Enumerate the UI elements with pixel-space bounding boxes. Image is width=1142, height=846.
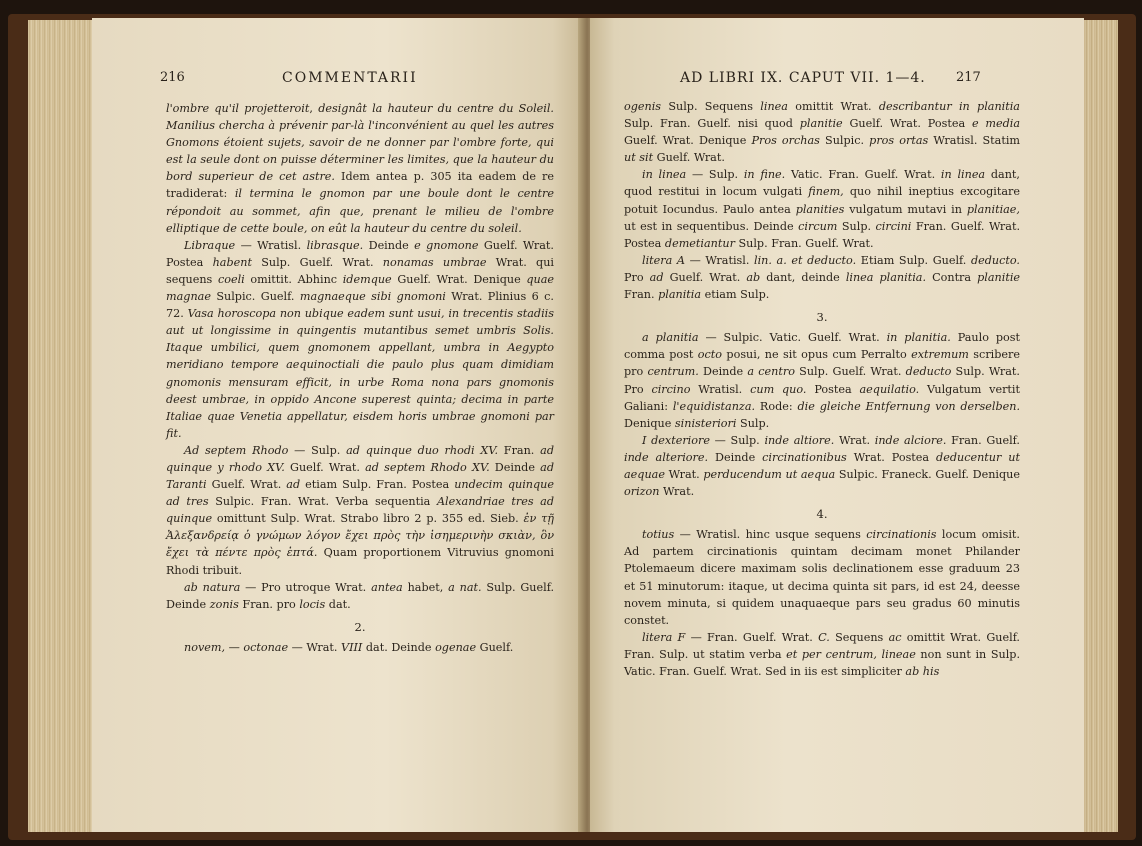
text-run: Sulp. xyxy=(736,416,770,430)
text-run: omittit Wrat. Guelf. Fran. Sulp. ut statim verba xyxy=(624,630,1020,661)
italic-text: ab natura xyxy=(184,580,241,594)
text-run: Wrat. xyxy=(659,485,695,499)
text-run: Fran. xyxy=(624,288,659,302)
text-run: — Sulp. xyxy=(686,168,744,182)
italic-text: linea xyxy=(760,100,788,113)
text-run: dat. Deinde xyxy=(362,640,436,654)
italic-text: inde alteriore. xyxy=(624,450,709,464)
italic-text: circini xyxy=(875,219,912,233)
text-run: Sulp. Guelf. Deinde xyxy=(166,580,555,611)
italic-text: in planitia. xyxy=(886,331,951,345)
italic-text: nonamas umbrae xyxy=(382,255,487,269)
italic-text: Manilius chercha à prévenir par-là l'inconvénient au quel les autres Gnomons étoient sujets, savoir de ne donner par l'ombre forte, qui est la seule dont on puisse déterminer les limites, que la hauteur du bord superieur de cet astre. xyxy=(166,119,554,184)
italic-text: inde alciore. xyxy=(874,433,947,447)
paragraph xyxy=(624,526,1020,629)
italic-text: cum quo. xyxy=(750,382,807,396)
italic-text: ἐν τῇ Ἀλεξανδρείᾳ ὁ γνώμων λόγον ἔχει πρὸς τὴν ἰσημερινὴν σκιὰν, ὃν ἔχει τὰ πέντε πρὸς ἑπτά. xyxy=(166,512,554,560)
section-number: 4. xyxy=(816,507,828,522)
italic-text: locis xyxy=(299,597,326,611)
italic-text: finem, xyxy=(808,185,844,199)
text-run: Idem antea p. 305 ita eadem de re tradiderat: xyxy=(166,170,554,201)
italic-text: l'equidistanza. xyxy=(672,399,756,413)
text-run: Postea xyxy=(806,382,860,396)
italic-text: Vasa horoscopa non ubique eadem sunt usui, in trecentis stadiis aut ut longissime in quingentis mutantibus semet umbris Solis. Itaque umbilici, quem gnomonem appellant, umbra in Aegypto meridiano tempore aequinoctiali die paulo plus quam dimidiam gnomonis mensuram efficit, in urbe Roma nona pars gnomonis deest umbrae, in oppido Ancone superest quinta; decima in parte Italiae quae Venetia appellatur, eisdem horis umbrae gnomoni par fit. xyxy=(166,307,554,440)
italic-text: novem, — octonae xyxy=(184,640,289,654)
italic-text: deducto. xyxy=(970,253,1020,267)
text-run: omittunt Sulp. Wrat. Strabo libro 2 p. 355 ed. Sieb. xyxy=(212,512,524,526)
text-run: Paulo post comma post xyxy=(624,331,1020,362)
section-number: 3. xyxy=(816,310,828,325)
left-page xyxy=(92,18,582,832)
text-run: Rode: xyxy=(755,399,798,413)
left-page-header xyxy=(92,68,582,94)
text-run: Contra xyxy=(926,270,978,284)
text-run: Wrat. qui sequens xyxy=(166,255,554,286)
text-run: Guelf. xyxy=(476,640,514,654)
section-number: 2. xyxy=(354,619,366,634)
italic-text: aequilatio. xyxy=(859,382,920,396)
text-run: — Wrat. xyxy=(288,640,341,654)
text-run: habet, xyxy=(402,580,449,594)
text-run: Sulpic. xyxy=(819,134,870,148)
italic-text: Ad septem Rhodo xyxy=(184,443,289,457)
text-run: Wratisl. Statim xyxy=(928,134,1021,148)
text-run: vulgatum mutavi in xyxy=(844,202,967,216)
paragraph xyxy=(624,329,1020,432)
text-run: Deinde xyxy=(698,365,748,379)
italic-text: quae magnae xyxy=(166,272,555,304)
italic-text: ac xyxy=(888,630,902,644)
italic-text: pros ortas xyxy=(869,134,929,148)
page-edges-right xyxy=(1080,20,1118,832)
text-run: Sulpic. Guelf. xyxy=(210,290,300,304)
italic-text: octo xyxy=(697,348,723,362)
paragraph xyxy=(624,98,1020,166)
text-run: — Sulp. xyxy=(288,443,347,457)
italic-text: deducto xyxy=(905,365,952,379)
italic-text: C. xyxy=(818,630,830,644)
text-run: Guelf. Wrat. Postea xyxy=(166,238,554,269)
italic-text: planitie xyxy=(977,270,1021,284)
text-run: Denique xyxy=(624,416,675,430)
running-head: COMMENTARII xyxy=(282,70,418,86)
text-run: Sulp. Fran. Guelf. Wrat. xyxy=(734,236,874,250)
text-run: Sulp. xyxy=(837,219,876,233)
italic-text: e gnomone xyxy=(414,238,479,252)
italic-text: inde altiore. xyxy=(764,433,835,447)
page-edges-left xyxy=(28,20,100,832)
italic-text: undecim quinque ad tres xyxy=(166,478,554,509)
text-run: dant, deinde xyxy=(760,270,846,284)
text-run: quo nihil ineptius excogitare potuit Iocundus. Paulo antea xyxy=(624,185,1020,216)
text-run: Sulpic. Franeck. Guelf. Denique xyxy=(835,467,1020,481)
page-number: 217 xyxy=(956,70,981,85)
italic-text: l'ombre qu'il projetteroit xyxy=(166,102,310,115)
text-run: Sulp. Sequens xyxy=(661,100,761,113)
text-run: locum omisit. Ad partem circinationis quintam decimam monet Philander Ptolemaeum dicere maximam solis declinationem esse graduum 23 et 51 minutorum: itaque, ut decima quinta sit pars, id est 24, deesse novem minuta, si quidem unaquaeque pars seu gradus 60 minutis constet. xyxy=(624,528,1020,627)
italic-text: Libraque xyxy=(184,238,236,252)
text-run: Sulpic. Fran. Wrat. Verba sequentia xyxy=(208,495,437,509)
italic-text: Pros orchas xyxy=(751,134,820,148)
text-run: Guelf. Wrat. xyxy=(663,270,747,284)
italic-text: ad xyxy=(649,270,664,284)
italic-text: circinationibus xyxy=(762,450,847,464)
italic-text: planities xyxy=(795,202,845,216)
italic-text: il termina le gnomon par une boule dont le centre répondoit au sommet, afin que, prenant le milieu de l'ombre elliptique de cette boule, on eût la hauteur du centre du soleil. xyxy=(166,187,555,235)
text-run: Guelf. Wrat. xyxy=(284,460,366,474)
italic-text: zonis xyxy=(209,597,239,611)
italic-text: ad septem Rhodo XV. xyxy=(365,460,490,474)
paragraph xyxy=(166,100,554,237)
paragraph xyxy=(166,442,554,579)
text-run: Guelf. Wrat. Postea xyxy=(842,117,972,131)
text-run: — Fran. Guelf. Wrat. xyxy=(685,630,819,644)
italic-text: magnaeque sibi gnomoni xyxy=(299,290,446,304)
italic-text: in linea xyxy=(940,168,986,182)
text-run: Sequens xyxy=(829,630,889,644)
italic-text: extremum xyxy=(911,348,969,362)
text-run: omittit. Abhinc xyxy=(244,272,343,286)
italic-text: totius xyxy=(642,528,675,542)
text-run: Etiam Sulp. Guelf. xyxy=(856,253,971,267)
italic-text: I dexteriore xyxy=(642,433,710,447)
text-run: Sulp. Fran. Guelf. nisi quod xyxy=(624,117,800,131)
text-run: Fran. xyxy=(498,443,541,457)
italic-text: ab his xyxy=(905,665,940,678)
text-run: — Wratisl. xyxy=(235,238,307,252)
text-run: Guelf. Wrat. xyxy=(653,151,725,165)
italic-text: ogenis xyxy=(624,100,662,113)
italic-text: deducentur ut aequae xyxy=(624,450,1020,481)
text-run: etiam Sulp. Fran. Postea xyxy=(300,478,455,492)
italic-text: describantur in planitia xyxy=(878,100,1020,113)
text-run: , xyxy=(309,102,319,115)
italic-text: demetiantur xyxy=(664,236,735,250)
italic-text: a nat. xyxy=(448,580,482,594)
text-run: Sulp. Guelf. Wrat. xyxy=(251,255,383,269)
paragraph xyxy=(624,166,1020,251)
text-run: ut est in sequentibus. Deinde xyxy=(624,219,799,233)
italic-text: ad Taranti xyxy=(166,460,554,492)
italic-text: in fine. xyxy=(743,168,786,182)
text-run: Sulp. Wrat. Pro xyxy=(624,365,1020,396)
italic-text: perducendum ut aequa xyxy=(703,467,836,481)
paragraph xyxy=(624,252,1020,303)
text-run: Fran. pro xyxy=(238,597,300,611)
text-run: Guelf. Wrat. xyxy=(206,478,287,492)
text-run: — Sulp. xyxy=(709,433,765,447)
italic-text: a centro xyxy=(747,365,795,379)
italic-text: librasque. xyxy=(306,238,364,252)
italic-text: orizon xyxy=(624,485,660,499)
page-number: 216 xyxy=(160,70,185,85)
text-run: dat. xyxy=(325,597,351,611)
italic-text: lin. a. et deducto. xyxy=(754,253,857,267)
text-run: omittit Wrat. xyxy=(787,100,879,113)
italic-text: litera F xyxy=(642,630,686,644)
italic-text: ut sit xyxy=(624,151,654,165)
italic-text: a planitia xyxy=(642,331,699,345)
text-run: Vatic. Fran. Guelf. Wrat. xyxy=(785,168,941,182)
italic-text: circinationis xyxy=(866,528,937,542)
paragraph xyxy=(166,639,554,656)
italic-text: habent xyxy=(212,255,252,269)
text-run: posui, ne sit opus cum Perralto xyxy=(722,348,912,362)
text-run: Wrat. xyxy=(834,433,875,447)
text-run: Wrat. xyxy=(664,467,704,481)
paragraph xyxy=(166,237,554,442)
right-page-header xyxy=(590,68,1084,94)
text-run: Wrat. Plinius 6 c. 72. xyxy=(166,290,554,321)
text-run: etiam Sulp. xyxy=(701,288,770,302)
italic-text: circino xyxy=(651,382,691,396)
text-run: Vulgatum vertit Galiani: xyxy=(624,382,1021,413)
italic-text: planitia xyxy=(658,288,702,302)
right-page xyxy=(590,18,1084,832)
italic-text: e media xyxy=(971,117,1021,131)
running-head: AD LIBRI IX. CAPUT VII. 1—4. xyxy=(680,70,926,86)
italic-text: planitie xyxy=(799,117,843,131)
text-run: — Wratisl. hinc usque sequens xyxy=(674,528,867,542)
italic-text: ad quinque duo rhodi XV. xyxy=(346,443,499,457)
text-run: Sulp. Guelf. Wrat. xyxy=(794,365,906,379)
paragraph xyxy=(624,432,1020,500)
text-run: Guelf. Wrat. Denique xyxy=(624,134,752,148)
text-run: Deinde xyxy=(363,238,415,252)
italic-text: in linea xyxy=(642,168,687,182)
italic-text: ad quinque y rhodo XV. xyxy=(166,443,554,474)
italic-text: sinisteriori xyxy=(674,416,737,430)
italic-text: ab xyxy=(746,270,761,284)
italic-text: centrum. xyxy=(647,365,699,379)
italic-text: planitiae, xyxy=(966,202,1020,216)
left-page-body xyxy=(166,100,554,656)
italic-text: et per centrum, lineae xyxy=(786,647,916,661)
text-run: — Pro utroque Wrat. xyxy=(240,580,372,594)
italic-text: VIII xyxy=(341,640,363,654)
text-run: — Sulpic. Vatic. Guelf. Wrat. xyxy=(698,331,887,345)
italic-text: ogenae xyxy=(435,640,477,654)
text-run: non sunt in Sulp. Vatic. Fran. Guelf. Wrat. Sed in iis est simpliciter xyxy=(624,647,1021,678)
italic-text: die gleiche Entfernung von derselben. xyxy=(797,399,1021,413)
text-run: dant, quod restitui in locum vulgati xyxy=(624,168,1020,199)
text-run: Wrat. Postea xyxy=(846,450,937,464)
text-run: Guelf. Wrat. Denique xyxy=(391,272,527,286)
text-run: Fran. Guelf. xyxy=(946,433,1020,447)
italic-text: idemque xyxy=(342,272,392,286)
italic-text: ad xyxy=(286,478,301,492)
text-run: — Wratisl. xyxy=(685,253,755,267)
paragraph xyxy=(624,629,1020,680)
italic-text: Alexandriae tres ad quinque xyxy=(166,495,555,526)
text-run: Quam proportionem Vitruvius gnomoni Rhodi tribuit. xyxy=(166,546,554,577)
italic-text: designât la hauteur du centre du Soleil. xyxy=(318,102,554,115)
text-run: scribere pro xyxy=(624,348,1020,379)
italic-text: litera A xyxy=(642,253,685,267)
text-run: Fran. Guelf. Wrat. Postea xyxy=(624,219,1021,250)
italic-text: antea xyxy=(371,580,403,594)
text-run: Deinde xyxy=(489,460,541,474)
text-run: Pro xyxy=(624,270,650,284)
italic-text: linea planitia. xyxy=(845,270,927,284)
italic-text: coeli xyxy=(217,272,245,286)
italic-text: circum xyxy=(798,219,838,233)
right-page-body xyxy=(624,98,1020,680)
text-run: Deinde xyxy=(708,450,763,464)
text-run: Wratisl. xyxy=(690,382,751,396)
paragraph xyxy=(166,579,554,613)
